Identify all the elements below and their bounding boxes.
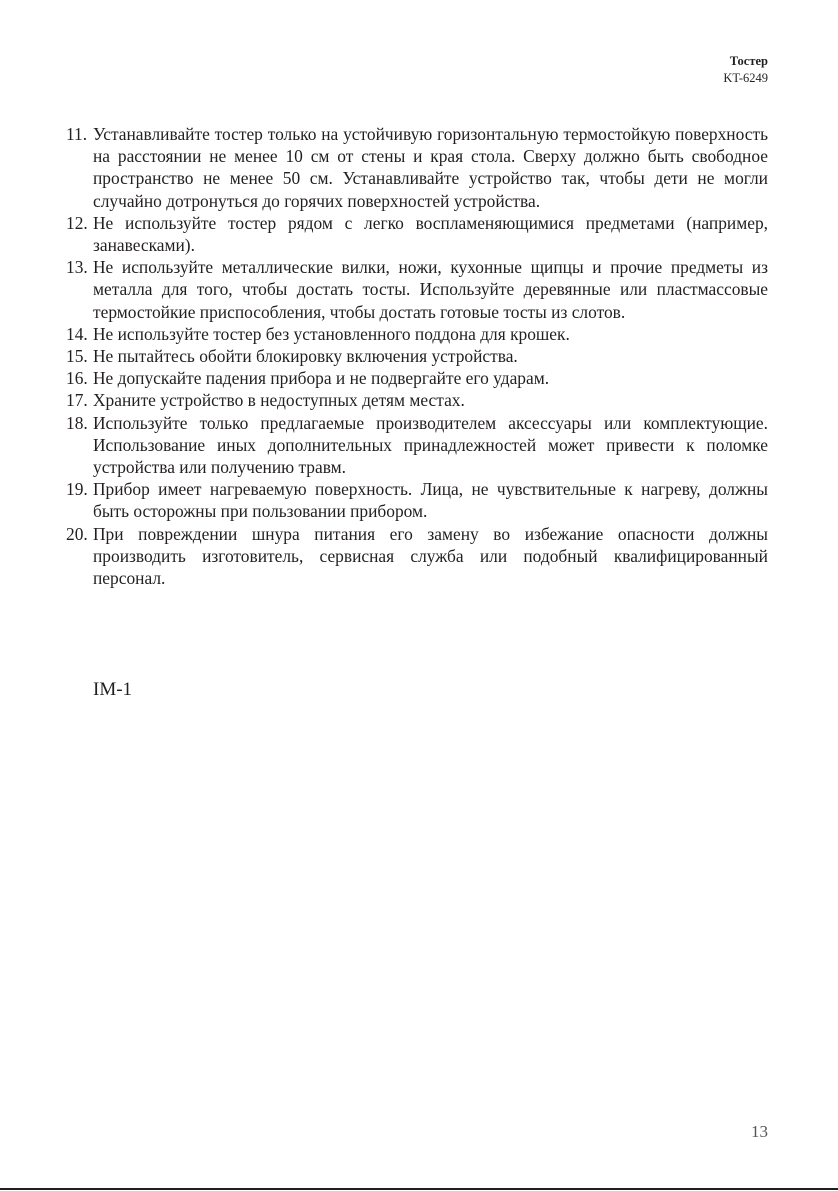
item-text: Используйте только предлагаемые производителем аксессуары или комплектующие. Использование иных дополнительных принадлежностей может привести к поломке устройства или получению травм. bbox=[93, 412, 768, 478]
page-header bbox=[723, 53, 768, 87]
list-item bbox=[66, 256, 768, 323]
item-number: 12. bbox=[66, 212, 88, 233]
page-number: 13 bbox=[751, 1122, 768, 1141]
list-item bbox=[66, 523, 768, 590]
bottom-divider bbox=[0, 1188, 838, 1190]
list-item bbox=[66, 478, 768, 522]
list-item bbox=[66, 345, 768, 367]
item-number: 16. bbox=[66, 368, 88, 389]
item-number: 17. bbox=[66, 390, 88, 411]
item-text: Не допускайте падения прибора и не подвергайте его ударам. bbox=[93, 368, 550, 389]
list-item bbox=[66, 212, 768, 256]
item-text: При повреждении шнура питания его замену во избежание опасности должны производить изготовитель, сервисная служба или подобный квалифицированный персонал. bbox=[93, 523, 768, 589]
document-code: IM-1 bbox=[93, 679, 133, 700]
product-title: Тостер bbox=[729, 54, 768, 68]
list-item bbox=[66, 323, 768, 345]
item-number: 13. bbox=[66, 257, 88, 278]
item-text: Не используйте тостер рядом с легко воспламеняющимися предметами (например, занавесками). bbox=[93, 212, 768, 256]
item-text: Не используйте тостер без установленного поддона для крошек. bbox=[93, 323, 570, 344]
item-text: Прибор имеет нагреваемую поверхность. Лица, не чувствительные к нагреву, должны быть осторожны при пользовании прибором. bbox=[93, 479, 768, 522]
safety-instructions-list bbox=[66, 123, 768, 589]
item-text: Не используйте металлические вилки, ножи, кухонные щипцы и прочие предметы из металла для того, чтобы достать тосты. Используйте деревянные или пластмассовые термостойкие приспособления, чтобы достать готовые тосты из слотов. bbox=[93, 257, 768, 322]
list-item bbox=[66, 367, 768, 389]
list-item bbox=[66, 389, 768, 411]
item-number: 18. bbox=[66, 412, 88, 433]
item-number: 14. bbox=[66, 323, 88, 344]
item-text: Храните устройство в недоступных детям местах. bbox=[93, 390, 465, 411]
list-item bbox=[66, 123, 768, 212]
item-number: 19. bbox=[66, 479, 88, 500]
item-number: 15. bbox=[66, 346, 88, 367]
product-model: KT-6249 bbox=[723, 71, 768, 85]
list-item bbox=[66, 412, 768, 479]
item-text: Устанавливайте тостер только на устойчивую горизонтальную термостойкую поверхность на расстоянии не менее 10 см от стены и края стола. Сверху должно быть свободное пространство не менее 50 см. Устанавливайте устройство так, чтобы дети не могли случайно дотронуться до горячих поверхностей устройства. bbox=[93, 124, 768, 211]
item-number: 20. bbox=[66, 523, 88, 544]
item-number: 11. bbox=[66, 124, 88, 144]
item-text: Не пытайтесь обойти блокировку включения устройства. bbox=[93, 346, 518, 367]
